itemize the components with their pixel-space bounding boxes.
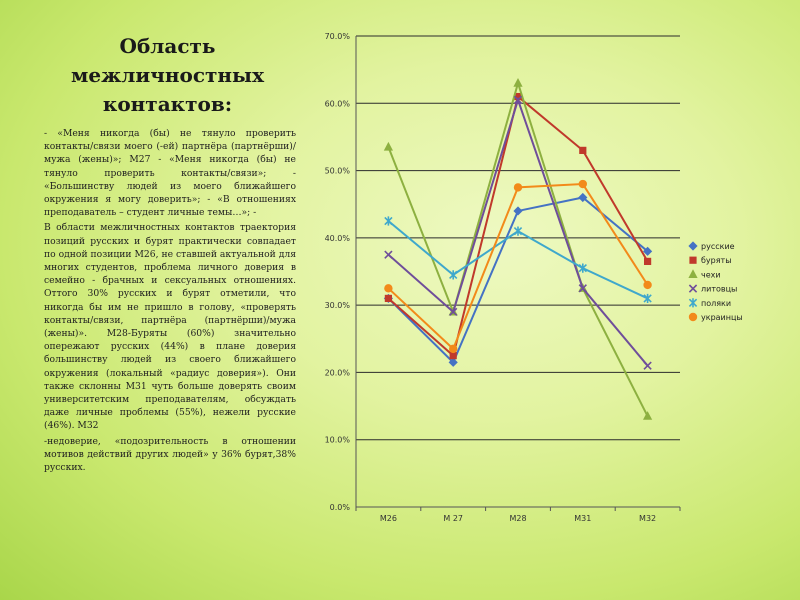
data-point	[643, 281, 651, 289]
series-line-3	[388, 83, 647, 416]
y-tick-label: 60.0%	[324, 99, 350, 109]
title-line-2: межличностных	[70, 63, 265, 87]
legend-label: буряты	[701, 256, 732, 266]
legend-label: поляки	[701, 298, 732, 308]
title-line-1: Область	[119, 34, 216, 58]
data-point	[384, 284, 392, 292]
legend-label: русские	[701, 242, 735, 251]
data-point	[449, 345, 457, 353]
data-point	[450, 352, 457, 359]
data-point	[513, 78, 522, 87]
y-tick-label: 0.0%	[329, 503, 350, 512]
y-tick-label: 30.0%	[324, 301, 350, 311]
legend-label: украинцы	[701, 313, 743, 322]
y-tick-label: 70.0%	[324, 32, 350, 41]
legend-marker	[689, 298, 696, 307]
legend-marker	[689, 285, 696, 292]
data-point	[385, 295, 392, 302]
paragraph-quotes: - «Меня никогда (бы) не тянуло проверить контакты/связи моего (-ей) партнёра (партнёрши)/мужа (жены)»; М27 - «Меня никогда (бы) не тянуло проверить контакты/связи»; - «Большинству людей из моего ближайшего окружения я могу доверить»; - «В отношениях преподаватель – студент личные темы…»; -	[44, 128, 296, 219]
y-tick-label: 40.0%	[324, 233, 350, 243]
data-point	[450, 270, 457, 279]
paragraph-analysis: В области межличностных контактов траектория позиций русских и бурят практически совпадает по одной позиции М26, не ставшей актуальной для многих студентов, проблема личного доверия в семейно - брачных и сексуальных отношениях. Оттого 30% русских и бурят отметили, что никогда бы им не пришло в голову, «проверять контакты/связи, партнёра (партнёрши)/мужа (жены)». М28-Буряты (60%) значительно опережают русских (44%) в плане доверия большинству людей из своего ближайшего окружения (локальный «радиус доверия»). Они также склонны М31 чуть больше доверять своим университетским преподавателям, обсуждать даже личные проблемы (55%), нежели русские (46%). М32	[44, 222, 296, 432]
data-point	[513, 206, 522, 215]
legend-marker	[689, 313, 697, 321]
data-point	[579, 147, 586, 154]
x-tick-label: M32	[639, 514, 657, 523]
x-tick-label: M28	[509, 514, 527, 523]
data-point	[644, 258, 651, 265]
x-tick-label: M 27	[443, 514, 464, 523]
legend-label: литовцы	[701, 284, 738, 294]
data-point	[514, 183, 522, 191]
data-point	[385, 251, 392, 258]
y-tick-label: 10.0%	[324, 435, 350, 445]
data-point	[514, 227, 521, 236]
x-tick-label: M26	[379, 514, 397, 523]
data-point	[385, 216, 392, 225]
legend-label: чехи	[701, 270, 721, 280]
x-tick-label: M31	[574, 514, 592, 523]
data-point	[643, 411, 652, 420]
title-line-3: контактов:	[102, 92, 233, 116]
data-point	[579, 180, 587, 188]
legend-marker	[689, 257, 696, 264]
data-point	[644, 362, 651, 369]
legend-marker	[688, 241, 697, 250]
data-point	[579, 264, 586, 273]
paragraph-distrust: -недоверие, «подозрительность в отношении мотивов действий других людей» у 36% бурят,38% русских.	[44, 435, 296, 474]
data-point	[384, 142, 393, 151]
y-tick-label: 20.0%	[324, 368, 350, 378]
y-tick-label: 50.0%	[324, 166, 350, 176]
data-point	[644, 294, 651, 303]
legend-marker	[688, 269, 697, 278]
